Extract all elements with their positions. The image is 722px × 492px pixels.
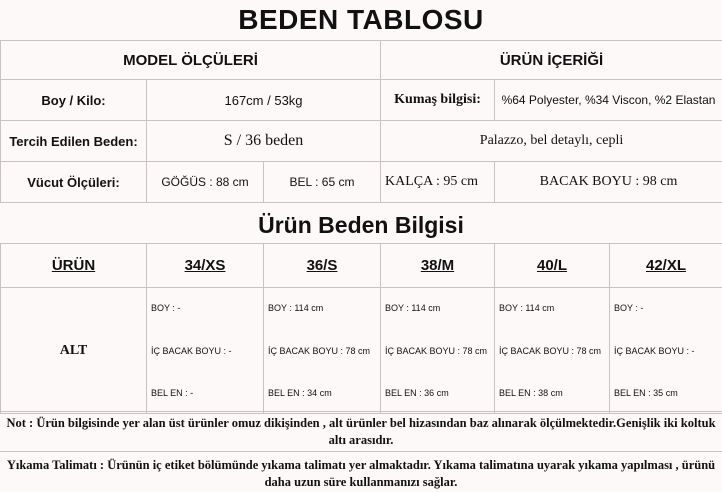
washing-instructions: Yıkama Talimatı : Ürünün iç etiket bölümünde yıkama talimatı yer almaktadır. Yıkama talimatına uyarak yıkama yapılması , ürünü daha uzun süre kullanmanızı sağlar. [0,451,722,492]
size-header: 40/L [495,244,610,288]
fabric-value: %64 Polyester, %34 Viscon, %2 Elastan [495,80,722,121]
inner-leg-value: İÇ BACAK BOYU : - [610,328,722,373]
model-product-table [0,40,722,203]
product-header: ÜRÜN İÇERİĞİ [381,41,722,80]
product-description: Palazzo, bel detaylı, cepli [381,121,722,162]
body-measurements-label: Vücut Ölçüleri: [1,162,147,203]
size-info-title: Ürün Beden Bilgisi [258,211,464,238]
size-header: 34/XS [147,244,264,288]
height-weight-label: Boy / Kilo: [1,80,147,121]
chest-measurement: GÖĞÜS : 88 cm [147,162,264,203]
waist-width-value: BEL EN : 35 cm [610,373,722,414]
inner-leg-value: İÇ BACAK BOYU : 78 cm [495,328,610,373]
inner-leg-value: İÇ BACAK BOYU : 78 cm [381,328,495,373]
boy-value: BOY : 114 cm [264,288,381,329]
waist-width-value: BEL EN : 38 cm [495,373,610,414]
boy-value: BOY : - [610,288,722,329]
preferred-size-label: Tercih Edilen Beden: [1,121,147,162]
preferred-size-value: S / 36 beden [147,121,381,162]
leg-length-measurement: BACAK BOYU : 98 cm [495,162,722,203]
size-header: 36/S [264,244,381,288]
boy-value: BOY : 114 cm [381,288,495,329]
model-header: MODEL ÖLÇÜLERİ [1,41,381,80]
boy-value: BOY : - [147,288,264,329]
waist-width-value: BEL EN : 36 cm [381,373,495,414]
size-header: 38/M [381,244,495,288]
size-table [0,243,722,414]
boy-value: BOY : 114 cm [495,288,610,329]
waist-measurement: BEL : 65 cm [264,162,381,203]
hip-measurement: KALÇA : 95 cm [381,162,495,203]
product-column-header: ÜRÜN [1,244,147,288]
inner-leg-value: İÇ BACAK BOYU : - [147,328,264,373]
fabric-label: Kumaş bilgisi: [381,80,495,121]
height-weight-value: 167cm / 53kg [147,80,381,121]
inner-leg-value: İÇ BACAK BOYU : 78 cm [264,328,381,373]
page-title: BEDEN TABLOSU [238,4,484,35]
waist-width-value: BEL EN : - [147,373,264,414]
measurement-note: Not : Ürün bilgisinde yer alan üst ürünler omuz dikişinden , alt ürünler bel hizasından baz alınarak ölçülmektedir.Genişlik iki koltuk altı arasıdır. [0,411,722,451]
product-name: ALT [1,288,147,414]
waist-width-value: BEL EN : 34 cm [264,373,381,414]
size-header: 42/XL [610,244,722,288]
